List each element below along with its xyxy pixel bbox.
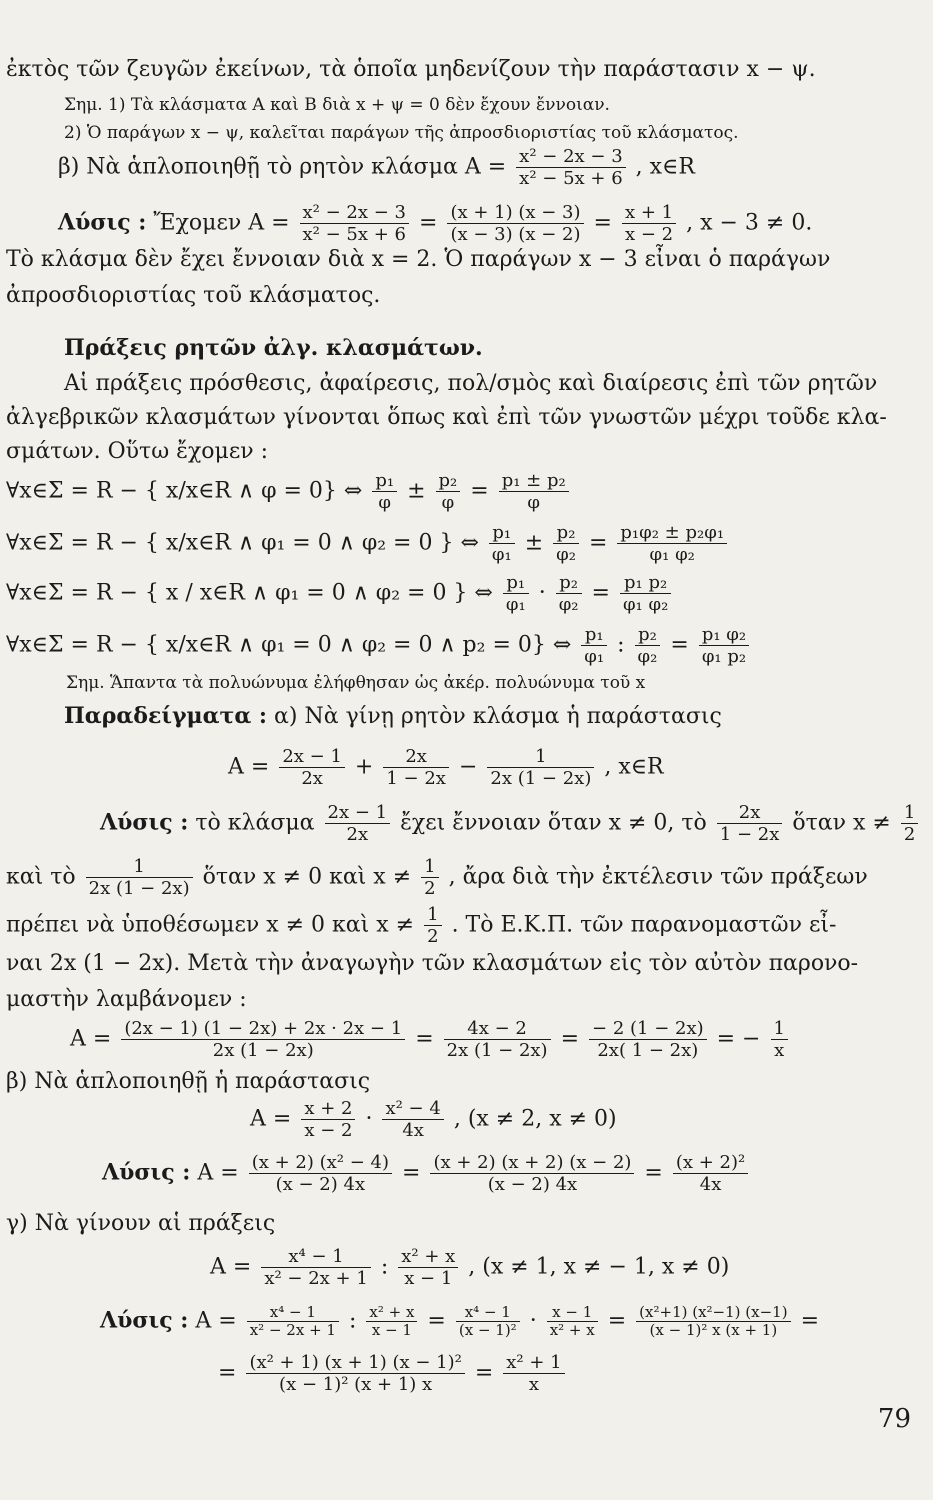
denominator: φ₁ p₂ <box>701 646 747 667</box>
denominator: 2x (1 − 2x) <box>490 768 592 789</box>
denominator: (x − 3) (x − 2) <box>450 224 581 245</box>
denominator: 2x( 1 − 2x) <box>597 1040 699 1061</box>
numerator: 4x − 2 <box>444 1018 551 1040</box>
numerator: 1 <box>487 746 594 768</box>
example-a-solution <box>100 802 921 845</box>
text: ἔχει ἔννοιαν ὅταν x ≠ 0, τὸ <box>400 810 707 836</box>
fraction <box>581 624 607 667</box>
denominator: 2 <box>903 824 916 845</box>
numerator: x² + x <box>366 1304 417 1322</box>
equals: = <box>415 1026 434 1052</box>
exercise-b1-domain: , x∈R <box>635 154 695 180</box>
denominator: 1 − 2x <box>386 768 446 789</box>
text: τὸ κλάσμα <box>195 810 315 836</box>
text: , ἄρα διὰ τὴν ἐκτέλεσιν τῶν πράξεων <box>448 864 868 890</box>
paragraph-line: ἀλγεβρικῶν κλασμάτων γίνονται ὅπως καὶ ἐπὶ τῶν γνωστῶν μέχρι τοῦδε κλα- <box>6 405 887 430</box>
operator: ± <box>524 530 544 556</box>
denominator: φ₁ <box>491 544 512 565</box>
denominator: x − 2 <box>304 1120 353 1141</box>
exercise-b1-solution <box>58 202 812 245</box>
fraction <box>383 746 449 789</box>
numerator: p₁ p₂ <box>620 572 671 594</box>
example-a-expression <box>228 746 664 789</box>
solution-text: Ἔχομεν A = <box>153 210 290 236</box>
example-c-expression <box>210 1246 729 1289</box>
fraction <box>635 624 661 667</box>
denominator: x² − 5x + 6 <box>519 168 623 189</box>
fraction <box>382 1098 443 1141</box>
fraction <box>617 522 727 565</box>
numerator: 2x <box>717 802 783 824</box>
denominator: (x − 2) 4x <box>487 1174 578 1195</box>
equals: = <box>670 632 689 658</box>
numerator: (x + 2)² <box>673 1152 748 1174</box>
intro-line: ἐκτὸς τῶν ζευγῶν ἐκείνων, τὰ ὁποῖα μηδενίζουν τὴν παράστασιν x − ψ. <box>6 57 816 82</box>
paragraph-line: Τὸ κλάσμα δὲν ἔχει ἔννοιαν διὰ x = 2. Ὁ παράγων x − 3 εἶναι ὁ παράγων <box>6 247 831 272</box>
numerator: 2x − 1 <box>279 746 345 768</box>
denominator: x² + x <box>549 1321 595 1339</box>
fraction <box>430 1152 634 1195</box>
operator: : <box>617 632 625 658</box>
denominator: φ₁ <box>505 594 526 615</box>
rule-row <box>6 522 730 565</box>
numerator: x − 1 <box>547 1304 598 1322</box>
fraction <box>547 1304 598 1339</box>
solution-label: Λύσις : <box>102 1159 191 1186</box>
denominator: φ₂ <box>558 594 579 615</box>
numerator: x⁴ − 1 <box>261 1246 370 1268</box>
fraction <box>717 802 783 845</box>
numerator: p₂ <box>436 470 461 492</box>
plus: + <box>354 754 374 780</box>
denominator: x² − 2x + 1 <box>264 1268 368 1289</box>
denominator: 4x <box>699 1174 722 1195</box>
denominator: (x − 1)² x (x + 1) <box>649 1321 778 1339</box>
text: πρέπει νὰ ὑποθέσωμεν x ≠ 0 καὶ x ≠ <box>6 912 415 938</box>
page-number: 79 <box>877 1404 911 1434</box>
numerator: x² − 2x − 3 <box>300 202 409 224</box>
denominator: φ₁ φ₂ <box>649 544 695 565</box>
equals: = <box>470 478 489 504</box>
example-a-intro: α) Νὰ γίνῃ ρητὸν κλάσμα ἡ παράστασις <box>274 704 722 729</box>
denominator: x² − 2x + 1 <box>249 1321 336 1339</box>
example-a-line2 <box>6 856 868 899</box>
fraction <box>620 572 671 615</box>
rule-condition: ∀x∈Σ = R − { x/x∈R ∧ φ₁ = 0 ∧ φ₂ = 0 ∧ p₂ = 0} ⇔ <box>6 632 572 658</box>
equals: = <box>800 1308 819 1334</box>
denominator: x − 2 <box>624 224 674 245</box>
solution-label: Λύσις : <box>58 209 147 236</box>
fraction <box>556 572 582 615</box>
multiply: · <box>529 1308 537 1334</box>
paragraph-line: Αἱ πράξεις πρόσθεσις, ἀφαίρεσις, πολ/σμὸς καὶ διαίρεσις ἐπὶ τῶν ρητῶν <box>64 371 878 396</box>
text: ὅταν x ≠ <box>792 810 891 836</box>
examples-heading-row <box>64 702 722 731</box>
numerator: 1 <box>421 856 438 878</box>
numerator: x² − 4 <box>382 1098 443 1120</box>
note-1: Σημ. 1) Τὰ κλάσματα A καὶ B διὰ x + ψ = 0 δὲν ἔχουν ἔννοιαν. <box>64 95 610 115</box>
example-a-result <box>70 1018 791 1061</box>
rule-row <box>6 470 572 513</box>
numerator: x⁴ − 1 <box>456 1304 520 1322</box>
fraction <box>589 1018 707 1061</box>
numerator: 1 <box>86 856 193 878</box>
example-c-result <box>218 1352 568 1395</box>
numerator: p₂ <box>635 624 661 646</box>
fraction <box>421 856 438 899</box>
denominator: φ₁ φ₂ <box>622 594 669 615</box>
numerator: (x + 2) (x + 2) (x − 2) <box>430 1152 634 1174</box>
fraction <box>673 1152 748 1195</box>
example-a-line3 <box>6 904 836 947</box>
numerator: − 2 (1 − 2x) <box>589 1018 707 1040</box>
equals: = <box>607 1308 627 1334</box>
example-c-intro: γ) Νὰ γίνουν αἱ πράξεις <box>6 1211 276 1236</box>
denominator: (x − 1)² (x + 1) x <box>279 1374 433 1395</box>
numerator: p₁ <box>489 522 515 544</box>
numerator: (x + 1) (x − 3) <box>447 202 583 224</box>
numerator: (2x − 1) (1 − 2x) + 2x · 2x − 1 <box>121 1018 405 1040</box>
fraction <box>436 470 461 513</box>
fraction <box>300 202 409 245</box>
fraction <box>261 1246 370 1289</box>
example-b-expression <box>250 1098 617 1141</box>
fraction <box>444 1018 551 1061</box>
denominator: (x − 1)² <box>458 1321 517 1339</box>
numerator: p₁ <box>581 624 607 646</box>
numerator: x⁴ − 1 <box>247 1304 339 1322</box>
fraction <box>424 904 441 947</box>
fraction <box>366 1304 417 1339</box>
fraction <box>503 572 529 615</box>
equals: = <box>588 530 608 556</box>
numerator: p₂ <box>553 522 579 544</box>
rule-condition: ∀x∈Σ = R − { x/x∈R ∧ φ₁ = 0 ∧ φ₂ = 0 } ⇔ <box>6 530 479 556</box>
denominator: x <box>774 1040 785 1061</box>
denominator: 4x <box>402 1120 424 1141</box>
denominator: x − 1 <box>371 1321 412 1339</box>
fraction <box>901 802 918 845</box>
denominator: 1 − 2x <box>719 824 780 845</box>
denominator: 2x (1 − 2x) <box>88 878 190 899</box>
numerator: x + 2 <box>301 1098 355 1120</box>
condition: , (x ≠ 1, x ≠ − 1, x ≠ 0) <box>468 1254 730 1280</box>
rule-row <box>6 624 752 667</box>
denominator: φ <box>378 492 392 513</box>
lhs: A = <box>70 1026 112 1052</box>
section-heading: Πράξεις ρητῶν ἀλγ. κλασμάτων. <box>64 335 483 361</box>
examples-heading: Παραδείγματα : <box>64 703 268 729</box>
lhs: A = <box>210 1254 252 1280</box>
numerator: p₁ <box>372 470 397 492</box>
condition: , x − 3 ≠ 0. <box>686 210 813 236</box>
note-2: 2) Ὁ παράγων x − ψ, καλεῖται παράγων τῆς ἀπροσδιοριστίας τοῦ κλάσματος. <box>64 123 739 143</box>
operator: · <box>538 580 546 606</box>
fraction <box>456 1304 520 1339</box>
fraction <box>279 746 345 789</box>
denominator: 2x <box>346 824 369 845</box>
example-a-line5: μαστὴν λαμβάνομεν : <box>6 987 247 1012</box>
denominator: φ₂ <box>556 544 576 565</box>
numerator: p₁ <box>503 572 529 594</box>
example-b-intro: β) Νὰ ἁπλοποιηθῇ ἡ παράστασις <box>6 1069 371 1094</box>
rules-note: Σημ. Ἅπαντα τὰ πολυώνυμα ἐλήφθησαν ὡς ἀκέρ. πολυώνυμα τοῦ x <box>66 673 646 693</box>
equals: = <box>218 1360 237 1386</box>
denominator: 2 <box>424 878 436 899</box>
numerator: x² + 1 <box>503 1352 564 1374</box>
fraction <box>121 1018 405 1061</box>
equals: = <box>427 1308 446 1334</box>
numerator: p₁ φ₂ <box>699 624 749 646</box>
lhs: A = <box>195 1308 237 1334</box>
equals: = − <box>716 1026 761 1052</box>
fraction <box>372 470 397 513</box>
equals: = <box>402 1160 421 1186</box>
fraction <box>325 802 391 845</box>
denominator: φ₁ <box>584 646 605 667</box>
fraction <box>553 522 579 565</box>
example-b-solution <box>102 1152 751 1195</box>
minus: − <box>458 754 478 780</box>
divide: : <box>380 1254 389 1280</box>
fraction <box>398 1246 458 1289</box>
example-c-solution <box>100 1304 819 1339</box>
numerator: 1 <box>424 904 441 926</box>
equals: = <box>591 580 610 606</box>
denominator: φ <box>441 492 455 513</box>
rule-row <box>6 572 674 615</box>
numerator: (x²+1) (x²−1) (x−1) <box>636 1304 790 1322</box>
denominator: 2x (1 − 2x) <box>446 1040 548 1061</box>
fraction <box>247 1304 339 1339</box>
numerator: (x + 2) (x² − 4) <box>249 1152 392 1174</box>
equals: = <box>593 210 612 236</box>
multiply: · <box>365 1106 373 1132</box>
example-a-line4: ναι 2x (1 − 2x). Μετὰ τὴν ἀναγωγὴν τῶν κλασμάτων εἰς τὸν αὐτὸν παρονο- <box>6 951 859 976</box>
fraction <box>622 202 676 245</box>
equals: = <box>474 1360 494 1386</box>
denominator: φ₂ <box>637 646 658 667</box>
condition: , (x ≠ 2, x ≠ 0) <box>453 1106 617 1132</box>
exercise-b1-text: β) Νὰ ἁπλοποιηθῇ τὸ ρητὸν κλάσμα A = <box>58 154 507 180</box>
fraction <box>86 856 193 899</box>
denominator: x − 1 <box>404 1268 453 1289</box>
equals: = <box>644 1160 663 1186</box>
denominator: (x − 2) 4x <box>275 1174 366 1195</box>
solution-label: Λύσις : <box>100 809 189 836</box>
fraction <box>249 1152 392 1195</box>
operator: ± <box>407 478 426 504</box>
denominator: φ <box>527 492 541 513</box>
denominator: x <box>528 1374 540 1395</box>
numerator: 2x <box>383 746 449 768</box>
rule-condition: ∀x∈Σ = R − { x/x∈R ∧ φ = 0} ⇔ <box>6 478 363 504</box>
fraction <box>447 202 583 245</box>
numerator: (x² + 1) (x + 1) (x − 1)² <box>246 1352 464 1374</box>
domain: , x∈R <box>604 754 664 780</box>
divide: : <box>348 1308 357 1334</box>
fraction <box>489 522 515 565</box>
fraction <box>487 746 594 789</box>
lhs: A = <box>250 1106 292 1132</box>
numerator: p₁ ± p₂ <box>499 470 569 492</box>
fraction <box>516 146 625 189</box>
lhs: A = <box>228 754 270 780</box>
equals: = <box>419 210 438 236</box>
fraction <box>771 1018 788 1061</box>
numerator: p₁φ₂ ± p₂φ₁ <box>617 522 727 544</box>
numerator: p₂ <box>556 572 582 594</box>
fraction <box>301 1098 355 1141</box>
rule-condition: ∀x∈Σ = R − { x / x∈R ∧ φ₁ = 0 ∧ φ₂ = 0 } ⇔ <box>6 580 493 606</box>
text: καὶ τὸ <box>6 864 76 890</box>
exercise-b1-statement <box>58 146 695 189</box>
denominator: x² − 5x + 6 <box>302 224 407 245</box>
paragraph-line: ἀπροσδιοριστίας τοῦ κλάσματος. <box>6 283 381 308</box>
numerator: 1 <box>771 1018 788 1040</box>
text: ὅταν x ≠ 0 καὶ x ≠ <box>202 864 412 890</box>
numerator: x² + x <box>398 1246 458 1268</box>
denominator: 2 <box>427 926 439 947</box>
fraction <box>699 624 749 667</box>
equals: = <box>560 1026 580 1052</box>
fraction <box>503 1352 564 1395</box>
numerator: x² − 2x − 3 <box>516 146 625 168</box>
lhs: A = <box>197 1160 239 1186</box>
solution-label: Λύσις : <box>100 1307 189 1334</box>
paragraph-line: σμάτων. Οὕτω ἔχομεν : <box>6 439 269 464</box>
numerator: 2x − 1 <box>325 802 391 824</box>
numerator: 1 <box>901 802 918 824</box>
text: . Τὸ Ε.Κ.Π. τῶν παρανομαστῶν εἶ- <box>451 912 837 938</box>
fraction <box>636 1304 790 1339</box>
numerator: x + 1 <box>622 202 676 224</box>
fraction <box>246 1352 464 1395</box>
denominator: 2x <box>301 768 323 789</box>
fraction <box>499 470 569 513</box>
denominator: 2x (1 − 2x) <box>212 1040 314 1061</box>
